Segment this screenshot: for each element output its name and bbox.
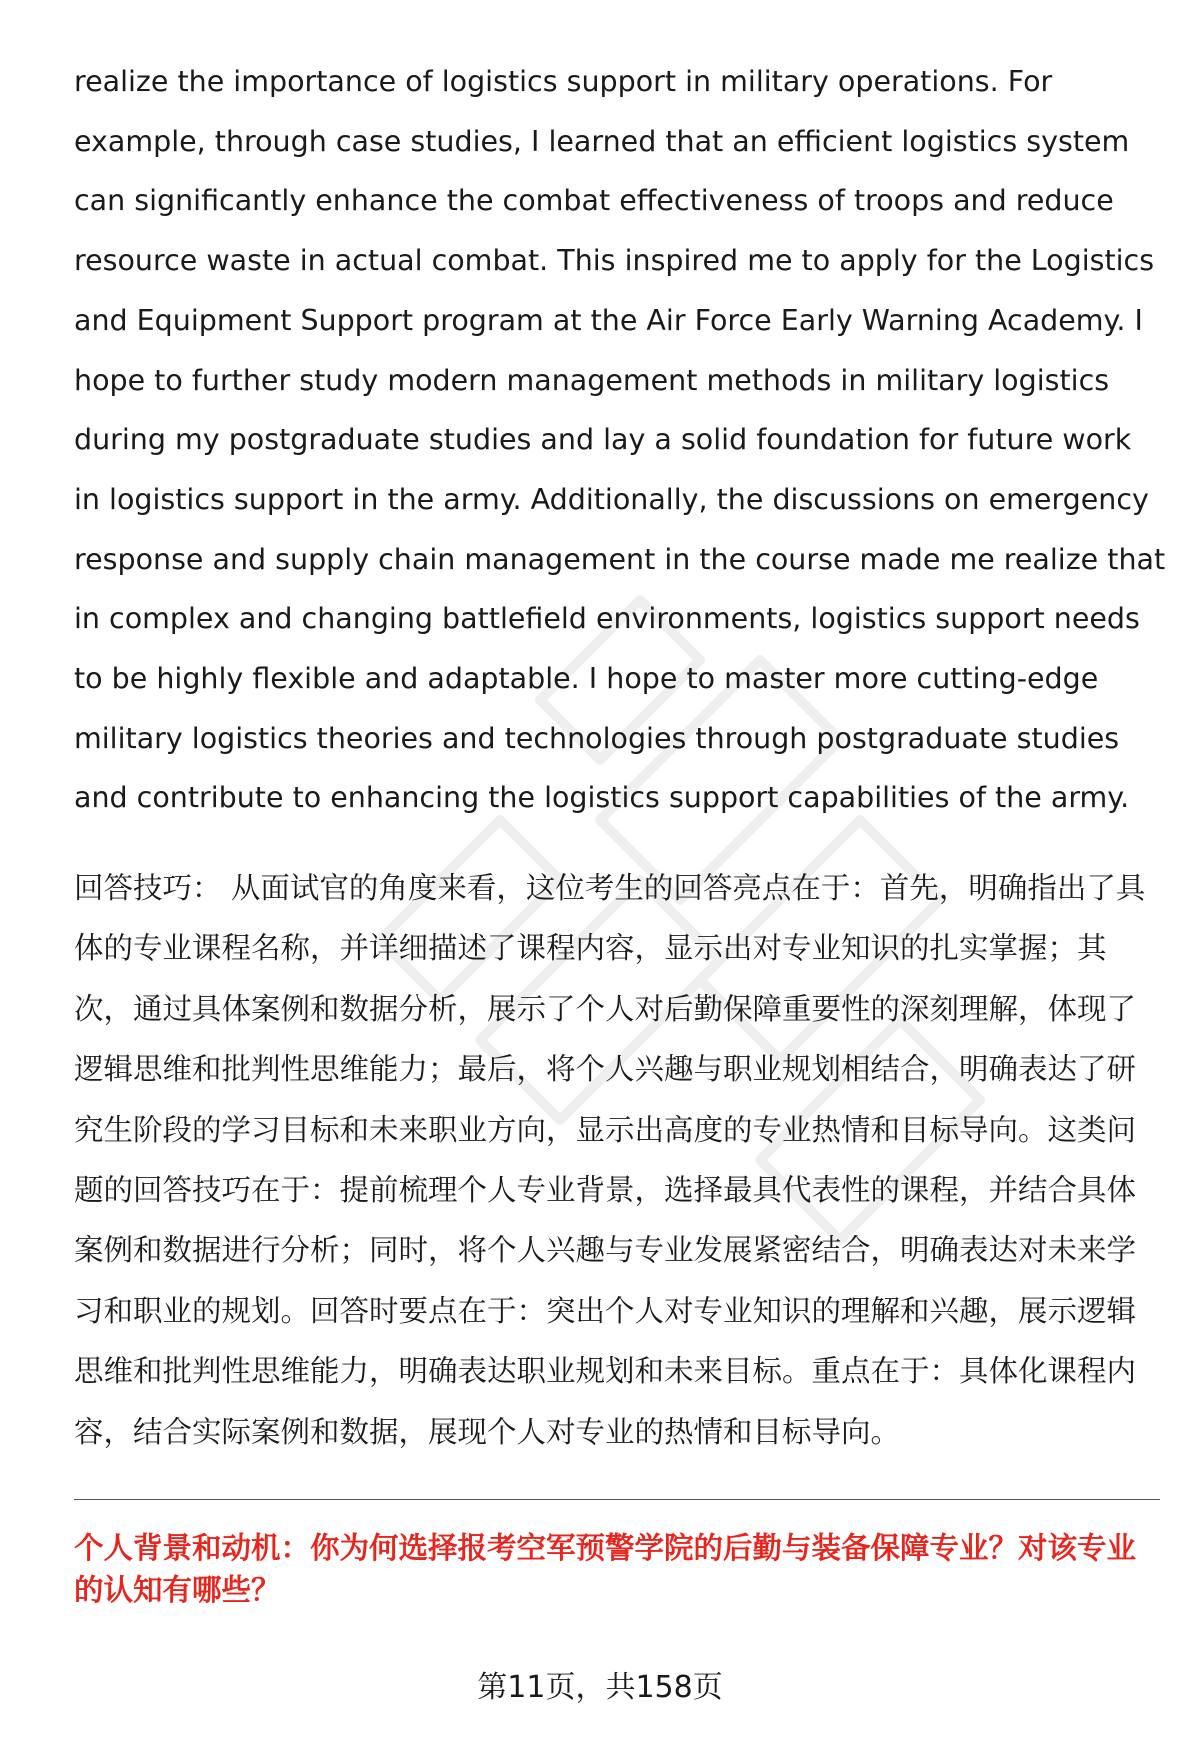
question-heading [74,1527,1164,1611]
tips-line: 次，通过具体案例和数据分析，展示了个人对后勤保障重要性的深刻理解，体现了 [74,991,1137,1026]
page-number-footer: 第11页，共158页 [477,1670,723,1705]
tips-line: 习和职业的规划。回答时要点在于：突出个人对专业知识的理解和兴趣，展示逻辑 [74,1293,1137,1328]
english-line: realize the importance of logistics support in military operations. For [74,65,1053,98]
tips-line: 回答技巧： 从面试官的角度来看，这位考生的回答亮点在于：首先，明确指出了具 [74,871,1146,905]
english-line: military logistics theories and technologies through postgraduate studies [74,721,1120,755]
english-line: to be highly flexible and adaptable. I hope to master more cutting-edge [74,662,1099,696]
english-line: during my postgraduate studies and lay a solid foundation for future work [74,423,1132,457]
english-line: response and supply chain management in the course made me realize that [74,542,1166,576]
section-divider [74,1499,1160,1500]
tips-line: 逻辑思维和批判性思维能力；最后，将个人兴趣与职业规划相结合，明确表达了研 [74,1052,1137,1087]
english-line: and Equipment Support program at the Air Force Early Warning Academy. I [74,303,1143,337]
tips-line: 体的专业课程名称，并详细描述了课程内容，显示出对专业知识的扎实掌握；其 [74,931,1107,966]
english-answer-paragraph [74,52,1164,828]
question-line: 的认知有哪些？ [74,1573,281,1607]
english-line: example, through case studies, I learned that an efficient logistics system [74,124,1130,158]
english-line: resource waste in actual combat. This inspired me to apply for the Logistics [74,244,1155,278]
english-line: in complex and changing battlefield environments, logistics support needs [74,602,1140,636]
tips-line: 题的回答技巧在于：提前梳理个人专业背景，选择最具代表性的课程，并结合具体 [74,1173,1137,1208]
tips-line: 案例和数据进行分析；同时，将个人兴趣与专业发展紧密结合，明确表达对未来学 [74,1233,1137,1268]
english-line: in logistics support in the army. Additionally, the discussions on emergency [74,482,1149,516]
english-line: hope to further study modern management methods in military logistics [74,363,1110,397]
english-line: and contribute to enhancing the logistics support capabilities of the army. [74,781,1130,815]
answer-tips-paragraph [74,858,1164,1462]
question-line: 个人背景和动机：你为何选择报考空军预警学院的后勤与装备保障专业？对该专业 [74,1531,1137,1565]
tips-line: 容，结合实际案例和数据，展现个人对专业的热情和目标导向。 [74,1414,901,1449]
tips-line: 究生阶段的学习目标和未来职业方向，显示出高度的专业热情和目标导向。这类问 [74,1112,1137,1147]
english-line: can significantly enhance the combat effectiveness of troops and reduce [74,184,1114,218]
tips-line: 思维和批判性思维能力，明确表达职业规划和未来目标。重点在于：具体化课程内 [74,1354,1137,1389]
